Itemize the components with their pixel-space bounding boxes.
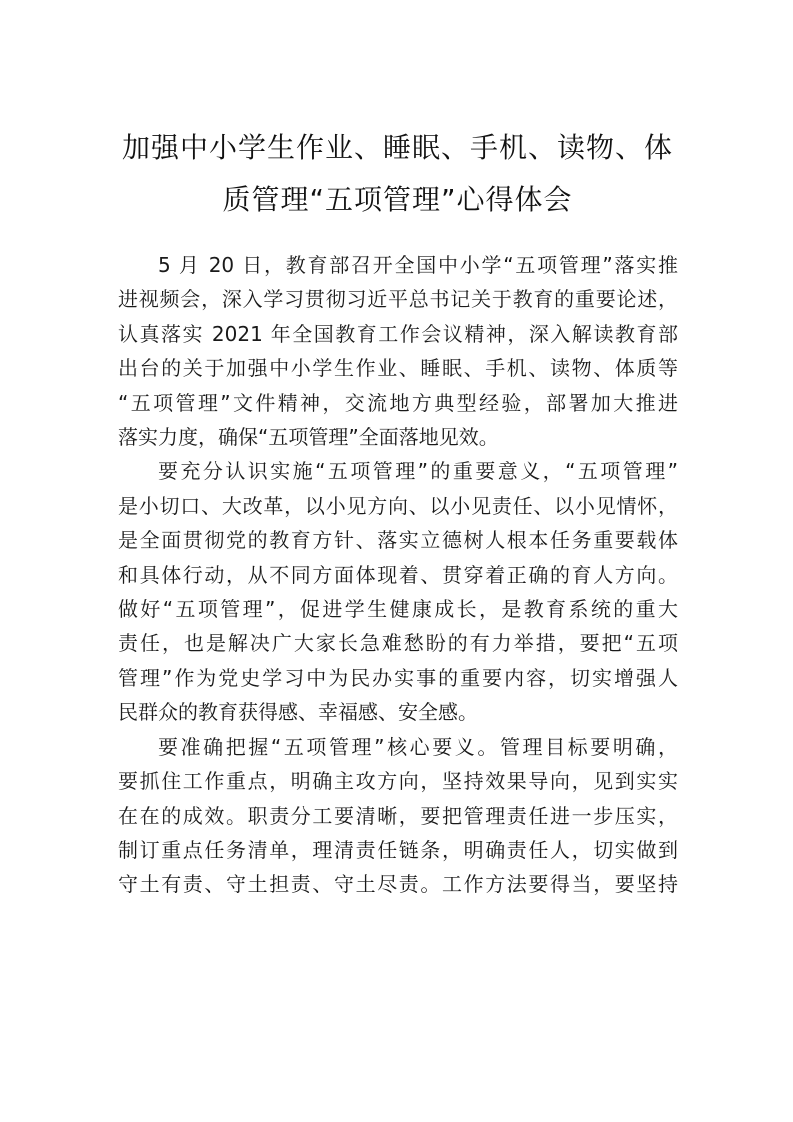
text-line: 做好“五项管理”，促进学生健康成长，是教育系统的重大 <box>118 597 678 622</box>
text-line: 5 月 20 日，教育部召开全国中小学“五项管理”落实推 <box>158 253 678 277</box>
text-line: 民群众的教育获得感、幸福感、安全感。 <box>118 700 478 725</box>
document-body <box>118 248 678 902</box>
text-line: 是小切口、大改革，以小见方向、以小见责任、以小见情怀， <box>118 493 678 518</box>
text-line: 认真落实 2021 年全国教育工作会议精神，深入解读教育部 <box>118 321 678 346</box>
text-line: 要准确把握“五项管理”核心要义。管理目标要明确， <box>158 734 678 759</box>
text-line: 和具体行动，从不同方面体现着、贯穿着正确的育人方向。 <box>118 562 678 587</box>
text-line: 是全面贯彻党的教育方针、落实立德树人根本任务重要载体 <box>118 528 678 553</box>
text-line: 出台的关于加强中小学生作业、睡眠、手机、读物、体质等 <box>118 356 678 381</box>
text-line: 进视频会，深入学习贯彻习近平总书记关于教育的重要论述， <box>118 287 678 312</box>
text-line: 管理”作为党史学习中为民办实事的重要内容，切实增强人 <box>118 665 678 690</box>
text-line: 守土有责、守土担责、守土尽责。工作方法要得当，要坚持 <box>118 872 678 897</box>
text-line: 要抓住工作重点，明确主攻方向，坚持效果导向，见到实实 <box>118 769 678 794</box>
text-line: 制订重点任务清单，理清责任链条，明确责任人，切实做到 <box>118 837 678 862</box>
paragraph-2 <box>118 454 678 729</box>
title-line: 质管理“五项管理”心得体会 <box>222 183 573 216</box>
text-line: 责任，也是解决广大家长急难愁盼的有力举措，要把“五项 <box>118 631 678 656</box>
title-line: 加强中小学生作业、睡眠、手机、读物、体 <box>121 131 673 164</box>
text-line: 落实力度，确保“五项管理”全面落地见效。 <box>118 425 499 450</box>
text-line: “五项管理”文件精神，交流地方典型经验，部署加大推进 <box>118 390 678 415</box>
document-title <box>110 122 685 226</box>
text-line: 在在的成效。职责分工要清晰，要把管理责任进一步压实， <box>118 803 678 828</box>
paragraph-1 <box>118 248 678 454</box>
text-line: 要充分认识实施“五项管理”的重要意义，“五项管理” <box>158 459 678 484</box>
paragraph-3 <box>118 730 678 902</box>
